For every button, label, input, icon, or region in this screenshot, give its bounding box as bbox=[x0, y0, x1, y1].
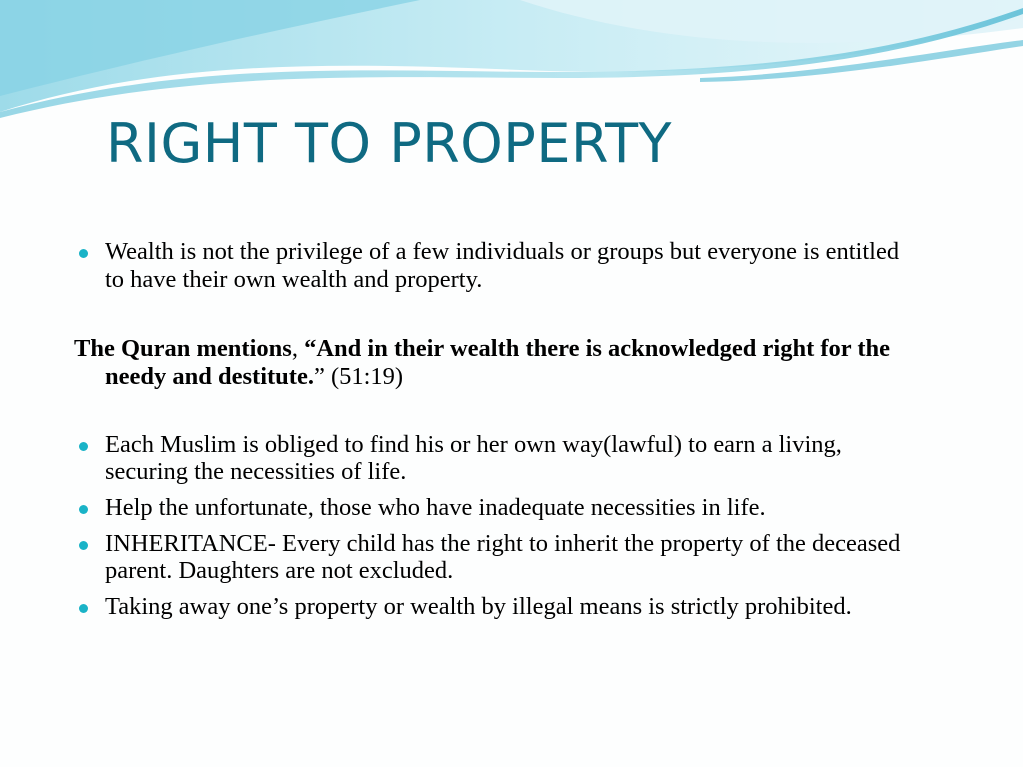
bullet-dot-icon bbox=[79, 442, 88, 451]
quote-reference: (51:19) bbox=[324, 363, 404, 391]
bullet-dot-icon bbox=[79, 249, 88, 258]
bullet-item bbox=[74, 494, 904, 522]
quote-text: And in their wealth there is acknowledged right for the needy and destitute. bbox=[105, 335, 891, 391]
slide-title: RIGHT TO PROPERTY bbox=[106, 112, 673, 175]
bullet-item bbox=[74, 238, 904, 293]
quote-lead: The Quran mentions bbox=[74, 335, 292, 363]
quote-open-mark: “ bbox=[304, 335, 317, 363]
bullet-text: Help the unfortunate, those who have inadequate necessities in life. bbox=[105, 494, 766, 522]
bullet-item bbox=[74, 431, 904, 486]
bullet-text: Each Muslim is obliged to find his or her own way(lawful) to earn a living, securing the necessities of life. bbox=[105, 430, 842, 486]
bullet-dot-icon bbox=[79, 604, 88, 613]
bullet-item bbox=[74, 593, 904, 621]
quote-comma: , bbox=[291, 335, 305, 363]
bullet-item bbox=[74, 530, 904, 585]
slide-body bbox=[74, 238, 904, 621]
bullet-text: Taking away one’s property or wealth by illegal means is strictly prohibited. bbox=[105, 593, 852, 621]
bullet-text: INHERITANCE- Every child has the right to inherit the property of the deceased parent. Daughters are not excluded. bbox=[105, 529, 901, 585]
bullet-dot-icon bbox=[79, 541, 88, 550]
bullet-text: Wealth is not the privilege of a few individuals or groups but everyone is entitled to have their own wealth and property. bbox=[105, 238, 900, 293]
quran-quote bbox=[74, 335, 904, 390]
quote-close-mark: ” bbox=[313, 363, 325, 391]
header-wave-decoration bbox=[0, 0, 1023, 130]
bullet-dot-icon bbox=[79, 505, 88, 514]
